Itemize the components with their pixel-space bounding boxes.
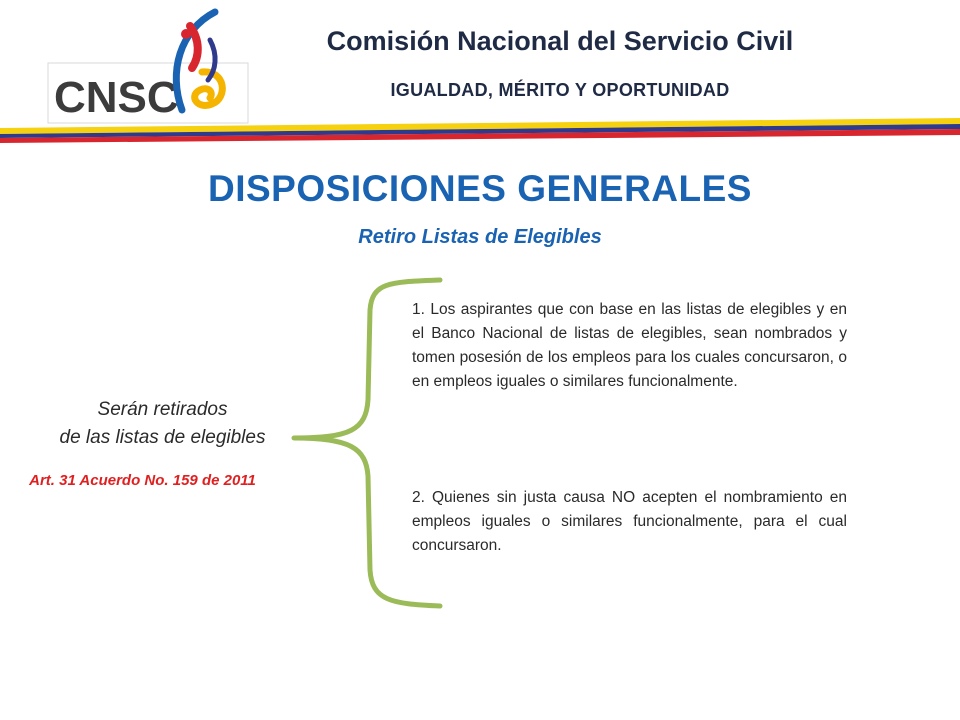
cnsc-logo bbox=[40, 0, 250, 125]
page-subtitle: Retiro Listas de Elegibles bbox=[358, 226, 602, 248]
list-item-1: 1. Los aspirantes que con base en las listas de elegibles y en el Banco Nacional de listas de elegibles, sean nombrados y tomen posesión de los empleos para los cuales concursaron, o en empleos iguales o similares funcionalmente. bbox=[412, 301, 847, 390]
org-name: Comisión Nacional del Servicio Civil bbox=[326, 26, 794, 56]
logo-figure-red-arm bbox=[190, 26, 198, 68]
legal-reference: Art. 31 Acuerdo No. 159 de 2011 bbox=[29, 472, 256, 489]
page-title: DISPOSICIONES GENERALES bbox=[208, 168, 752, 209]
logo-text: CNSC bbox=[54, 73, 179, 122]
flag-stripes bbox=[0, 118, 960, 144]
logo-figure-head bbox=[181, 29, 191, 39]
side-label-line-2: de las listas de elegibles bbox=[59, 427, 266, 448]
side-label bbox=[30, 396, 295, 452]
logo-figure-blue-swoop bbox=[208, 40, 215, 80]
list-item-2: 2. Quienes sin justa causa NO acepten el nombramiento en empleos iguales o similares funcionalmente, para el cual concursaron. bbox=[412, 489, 847, 554]
side-label-line-1: Serán retirados bbox=[97, 399, 228, 420]
org-motto: IGUALDAD, MÉRITO Y OPORTUNIDAD bbox=[390, 80, 730, 100]
